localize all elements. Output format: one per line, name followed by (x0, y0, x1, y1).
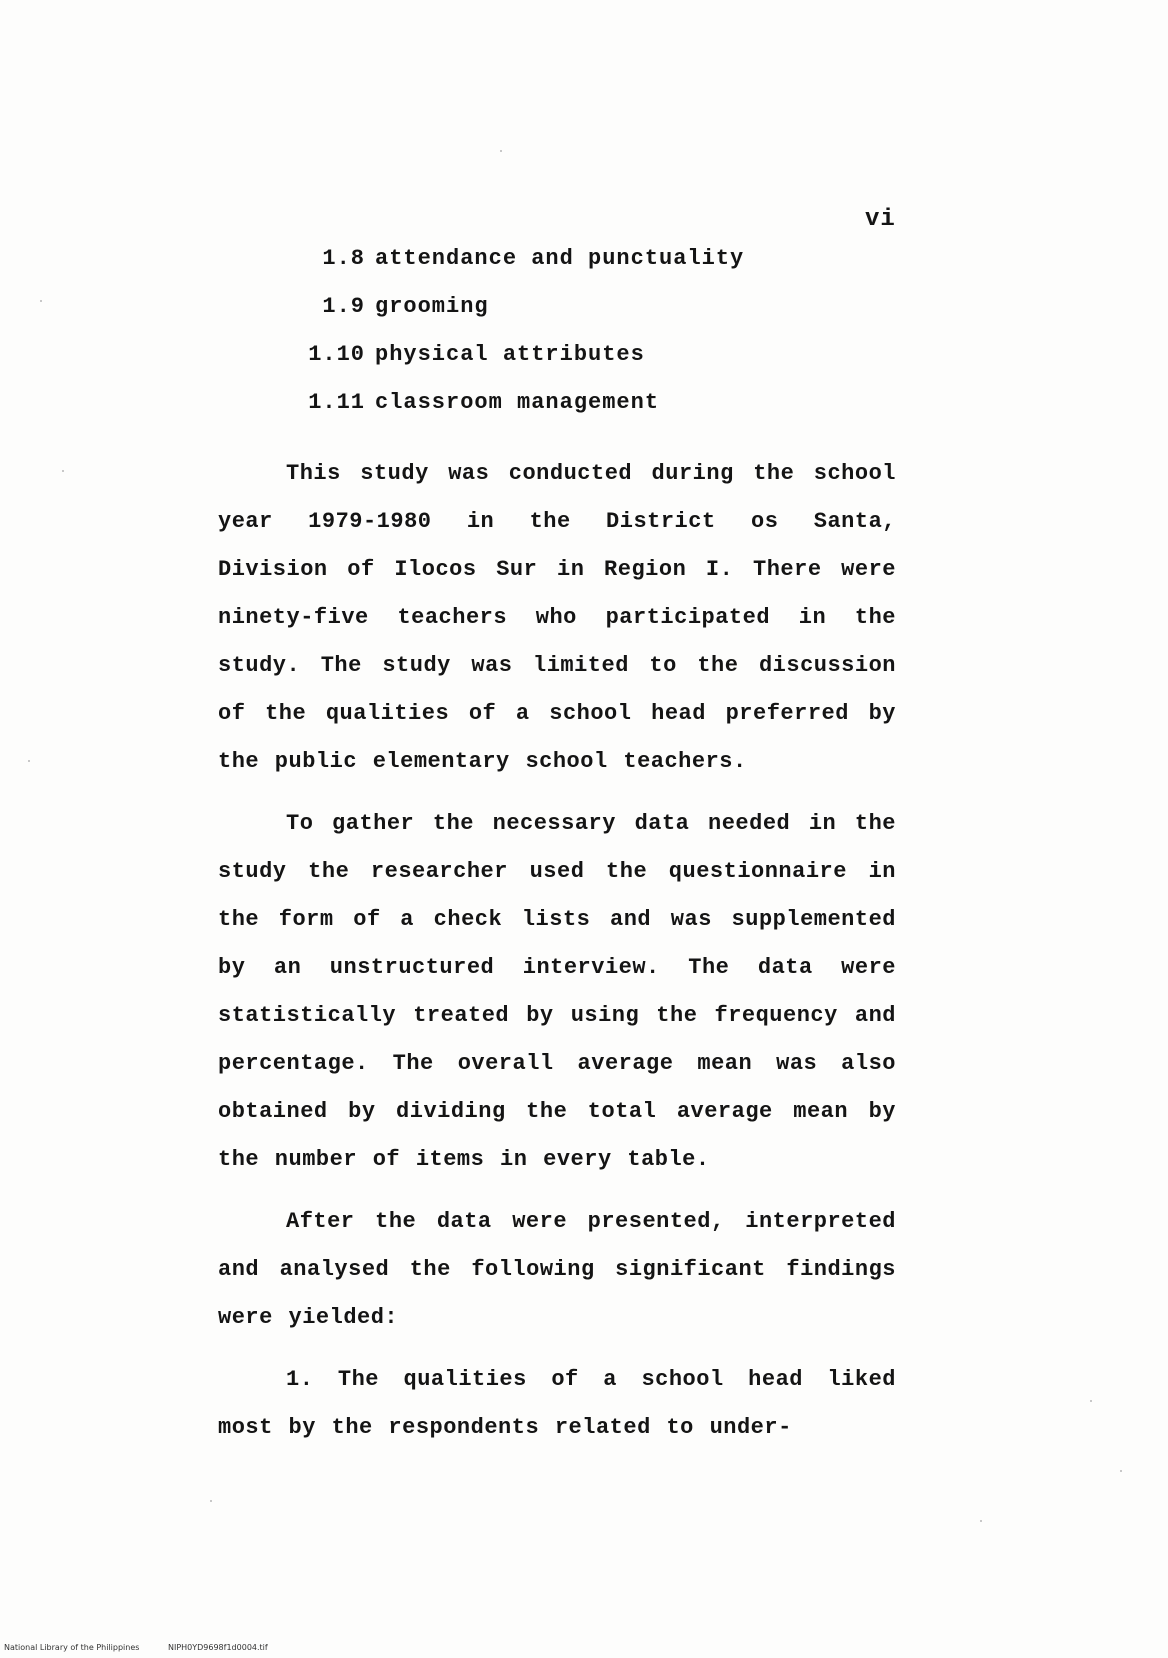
page-number: vi (865, 206, 896, 233)
paragraph-findings-intro: After the data were presented, interpreted and analysed the following significant findings were yielded: (218, 1209, 896, 1330)
scan-footer (4, 1643, 504, 1652)
scan-speck (62, 470, 64, 472)
scan-speck (40, 300, 42, 302)
list-item-label: grooming (375, 294, 489, 319)
paragraph-study-scope: This study was conducted during the school year 1979-1980 in the District os Santa, Division of Ilocos Sur in Region I. There were ninety-five teachers who participated in the study. The study was limited to the discussion of the qualities of a school head preferred by the public elementary school teachers. (218, 461, 896, 774)
scan-speck (980, 1520, 982, 1522)
scan-speck (1120, 1470, 1122, 1472)
list-item-label: attendance and punctuality (375, 246, 745, 271)
list-item-number: 1.8 (322, 246, 365, 271)
scan-speck (28, 760, 30, 762)
footer-library-name: National Library of the Philippines (4, 1643, 140, 1652)
paragraph-methodology: To gather the necessary data needed in the study the researcher used the questionnaire in the form of a check lists and was supplemented by an unstructured interview. The data were statistically treated by using the frequency and percentage. The overall average mean was also obtained by dividing the total average mean by the number of items in every table. (218, 811, 896, 1172)
list-item (300, 246, 860, 294)
list-item-label: physical attributes (375, 342, 645, 367)
paragraph-finding-one: 1. The qualities of a school head liked most by the respondents related to under- (218, 1367, 896, 1440)
scan-speck (1090, 1400, 1092, 1402)
list-item-number: 1.10 (308, 342, 365, 367)
list-item (300, 342, 860, 390)
list-items (300, 246, 860, 438)
scan-speck (500, 150, 502, 152)
footer-file-id: NIPH0YD9698f1d0004.tif (167, 1643, 268, 1652)
list-item-label: classroom management (375, 390, 660, 415)
list-item (300, 294, 860, 342)
list-item (300, 390, 860, 438)
scan-speck (210, 1500, 212, 1502)
list-item-number: 1.11 (308, 390, 365, 415)
body-text (218, 450, 896, 1466)
list-item-number: 1.9 (322, 294, 365, 319)
